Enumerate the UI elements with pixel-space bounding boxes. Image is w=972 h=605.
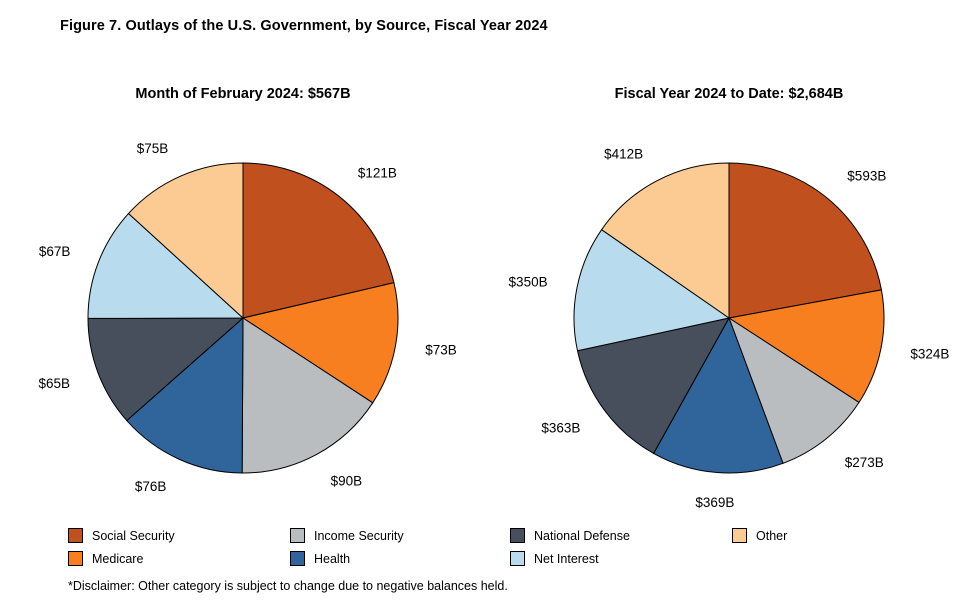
legend-swatch-national-defense	[510, 528, 525, 543]
legend-label-net-interest: Net Interest	[534, 551, 599, 566]
pie-slice-label: $369B	[695, 495, 735, 508]
legend-column-1	[68, 524, 175, 570]
legend-label-medicare: Medicare	[92, 551, 144, 566]
pie-slice-label: $73B	[425, 342, 457, 358]
pie-slice-label: $412B	[604, 146, 644, 162]
legend-swatch-medicare	[68, 551, 83, 566]
legend-item-medicare	[68, 547, 175, 570]
legend-column-3	[510, 524, 630, 570]
chart-panel-fiscal-year	[486, 86, 972, 516]
pie-slice-label: $90B	[330, 473, 363, 489]
pie-slice-label: $273B	[844, 454, 884, 470]
pie-svg-fiscal-year	[486, 128, 972, 508]
chart-title-fiscal-year: Fiscal Year 2024 to Date: $2,684B	[614, 86, 844, 102]
legend-item-other	[732, 524, 787, 547]
pie-slice-label: $76B	[134, 478, 167, 494]
pie-svg-month	[0, 128, 486, 508]
pie-slice-label: $350B	[508, 274, 548, 290]
pie-slice-label: $65B	[38, 376, 70, 392]
legend-label-national-defense: National Defense	[534, 528, 630, 543]
legend-swatch-health	[290, 551, 305, 566]
pie-slice-label: $75B	[136, 141, 169, 157]
pie-slice-label: $593B	[847, 168, 887, 184]
legend-label-income-security: Income Security	[314, 528, 404, 543]
pie-slice-label: $121B	[357, 165, 397, 181]
legend-swatch-net-interest	[510, 551, 525, 566]
legend-label-social-security: Social Security	[92, 528, 175, 543]
chart-panel-month	[0, 86, 486, 516]
legend-item-national-defense	[510, 524, 630, 547]
legend-item-health	[290, 547, 404, 570]
legend-label-health: Health	[314, 551, 351, 566]
chart-legend	[60, 524, 920, 570]
pie-slice-label: $363B	[541, 420, 581, 436]
pie-slice-label: $67B	[38, 243, 71, 259]
legend-item-net-interest	[510, 547, 630, 570]
pie-slice-label: $324B	[910, 346, 950, 362]
legend-item-social-security	[68, 524, 175, 547]
legend-item-income-security	[290, 524, 404, 547]
pie-chart-month	[0, 128, 486, 508]
legend-swatch-social-security	[68, 528, 83, 543]
legend-column-4	[732, 524, 787, 547]
legend-label-other: Other	[756, 528, 788, 543]
chart-title-month: Month of February 2024: $567B	[135, 86, 351, 102]
legend-column-2	[290, 524, 404, 570]
legend-swatch-income-security	[290, 528, 305, 543]
figure-title: Figure 7. Outlays of the U.S. Government, by Source, Fiscal Year 2024	[60, 18, 548, 34]
legend-swatch-other	[732, 528, 747, 543]
disclaimer-text: *Disclaimer: Other category is subject to change due to negative balances held.	[68, 579, 508, 593]
pie-chart-fiscal-year	[486, 128, 972, 508]
